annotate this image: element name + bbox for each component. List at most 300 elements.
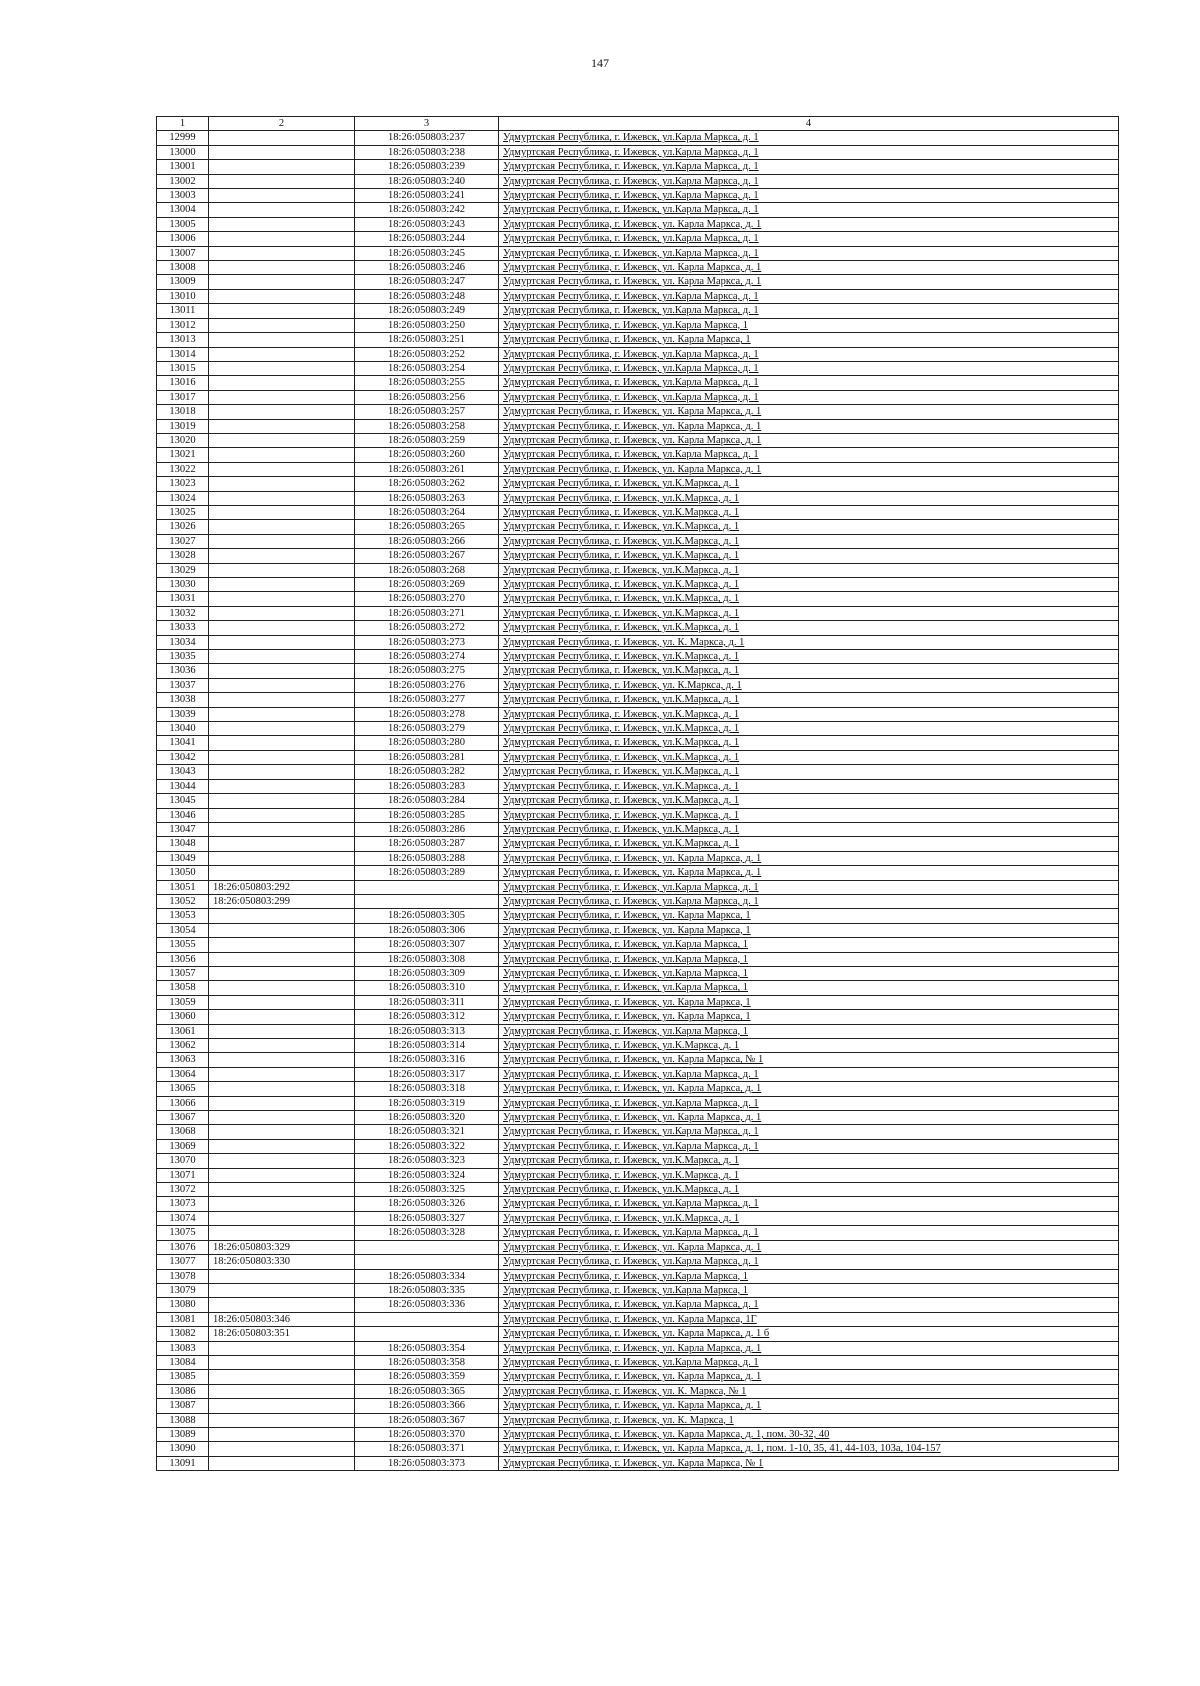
address-cell: Удмуртская Республика, г. Ижевск, ул. Карла Маркса, № 1 <box>499 1456 1119 1470</box>
table-row <box>157 909 1119 923</box>
table-row <box>157 1427 1119 1441</box>
cadastral-number-cell: 18:26:050803:323 <box>355 1154 499 1168</box>
cadastral-number-cell: 18:26:050803:317 <box>355 1067 499 1081</box>
cadastral-number-cell: 18:26:050803:272 <box>355 621 499 635</box>
cadastral-number-cell: 18:26:050803:280 <box>355 736 499 750</box>
row-number-cell: 13016 <box>157 376 209 390</box>
row-number-cell: 13061 <box>157 1024 209 1038</box>
cadastral-number-cell: 18:26:050803:289 <box>355 866 499 880</box>
address-cell: Удмуртская Республика, г. Ижевск, ул. Карла Маркса, д. 1, пом. 30-32, 40 <box>499 1427 1119 1441</box>
cadastral-number-cell <box>355 1240 499 1254</box>
table-row <box>157 232 1119 246</box>
row-number-cell: 13012 <box>157 318 209 332</box>
cadastral-number-cell: 18:26:050803:273 <box>355 635 499 649</box>
cadastral-number-cell: 18:26:050803:358 <box>355 1355 499 1369</box>
cadastral-number-cell: 18:26:050803:266 <box>355 534 499 548</box>
table-row <box>157 1240 1119 1254</box>
row-number-cell: 13048 <box>157 837 209 851</box>
cadastral-number-old-cell <box>209 405 355 419</box>
table-row <box>157 1010 1119 1024</box>
cadastral-number-cell: 18:26:050803:248 <box>355 289 499 303</box>
table-row <box>157 491 1119 505</box>
cadastral-number-cell: 18:26:050803:250 <box>355 318 499 332</box>
row-number-cell: 13049 <box>157 851 209 865</box>
cadastral-number-cell: 18:26:050803:239 <box>355 160 499 174</box>
cadastral-number-cell: 18:26:050803:245 <box>355 246 499 260</box>
table-row <box>157 131 1119 145</box>
cadastral-number-old-cell <box>209 693 355 707</box>
cadastral-number-old-cell <box>209 1010 355 1024</box>
row-number-cell: 13041 <box>157 736 209 750</box>
cadastral-number-cell: 18:26:050803:308 <box>355 952 499 966</box>
table-row <box>157 1053 1119 1067</box>
cadastral-number-cell: 18:26:050803:260 <box>355 448 499 462</box>
address-cell: Удмуртская Республика, г. Ижевск, ул. Карла Маркса, д. 1 <box>499 1111 1119 1125</box>
row-number-cell: 13069 <box>157 1139 209 1153</box>
address-cell: Удмуртская Республика, г. Ижевск, ул. Карла Маркса, д. 1 <box>499 1082 1119 1096</box>
cadastral-number-cell: 18:26:050803:370 <box>355 1427 499 1441</box>
table-row <box>157 1082 1119 1096</box>
cadastral-number-old-cell <box>209 145 355 159</box>
row-number-cell: 13029 <box>157 563 209 577</box>
row-number-cell: 13068 <box>157 1125 209 1139</box>
cadastral-number-cell: 18:26:050803:336 <box>355 1298 499 1312</box>
address-cell: Удмуртская Республика, г. Ижевск, ул.К.Маркса, д. 1 <box>499 1154 1119 1168</box>
table-row <box>157 1168 1119 1182</box>
row-number-cell: 13031 <box>157 592 209 606</box>
cadastral-number-cell: 18:26:050803:373 <box>355 1456 499 1470</box>
cadastral-number-cell: 18:26:050803:328 <box>355 1226 499 1240</box>
cadastral-number-old-cell <box>209 376 355 390</box>
table-body <box>157 131 1119 1471</box>
cadastral-number-cell: 18:26:050803:307 <box>355 938 499 952</box>
table-row <box>157 419 1119 433</box>
address-cell: Удмуртская Республика, г. Ижевск, ул.Карла Маркса, 1 <box>499 318 1119 332</box>
cadastral-number-old-cell <box>209 491 355 505</box>
address-cell: Удмуртская Республика, г. Ижевск, ул.Карла Маркса, д. 1 <box>499 289 1119 303</box>
address-cell: Удмуртская Республика, г. Ижевск, ул.К.Маркса, д. 1 <box>499 808 1119 822</box>
address-cell: Удмуртская Республика, г. Ижевск, ул.Карла Маркса, д. 1 <box>499 880 1119 894</box>
cadastral-number-old-cell <box>209 1111 355 1125</box>
cadastral-number-cell <box>355 1255 499 1269</box>
table-row <box>157 837 1119 851</box>
address-cell: Удмуртская Республика, г. Ижевск, ул.К.Маркса, д. 1 <box>499 491 1119 505</box>
address-cell: Удмуртская Республика, г. Ижевск, ул.Карла Маркса, д. 1 <box>499 361 1119 375</box>
table-row <box>157 145 1119 159</box>
row-number-cell: 13033 <box>157 621 209 635</box>
cadastral-number-old-cell <box>209 1413 355 1427</box>
cadastral-number-old-cell <box>209 174 355 188</box>
address-cell: Удмуртская Республика, г. Ижевск, ул.Карла Маркса, д. 1 <box>499 160 1119 174</box>
registry-table <box>156 116 1119 1471</box>
cadastral-number-cell: 18:26:050803:257 <box>355 405 499 419</box>
cadastral-number-old-cell <box>209 779 355 793</box>
row-number-cell: 13027 <box>157 534 209 548</box>
cadastral-number-old-cell <box>209 419 355 433</box>
cadastral-number-old-cell <box>209 1067 355 1081</box>
cadastral-number-cell: 18:26:050803:319 <box>355 1096 499 1110</box>
cadastral-number-old-cell <box>209 1024 355 1038</box>
table-row <box>157 650 1119 664</box>
cadastral-number-cell <box>355 1327 499 1341</box>
address-cell: Удмуртская Республика, г. Ижевск, ул.Карла Маркса, д. 1 <box>499 1096 1119 1110</box>
address-cell: Удмуртская Республика, г. Ижевск, ул.К.Маркса, д. 1 <box>499 779 1119 793</box>
table-row <box>157 1442 1119 1456</box>
table-row <box>157 693 1119 707</box>
table-row <box>157 1139 1119 1153</box>
cadastral-number-cell: 18:26:050803:279 <box>355 722 499 736</box>
table-row <box>157 505 1119 519</box>
address-cell: Удмуртская Республика, г. Ижевск, ул.К.Маркса, д. 1 <box>499 736 1119 750</box>
table-row <box>157 606 1119 620</box>
address-cell: Удмуртская Республика, г. Ижевск, ул.К.Маркса, д. 1 <box>499 520 1119 534</box>
address-cell: Удмуртская Республика, г. Ижевск, ул.К.Маркса, д. 1 <box>499 750 1119 764</box>
cadastral-number-cell: 18:26:050803:271 <box>355 606 499 620</box>
cadastral-number-old-cell <box>209 1442 355 1456</box>
table-row <box>157 1355 1119 1369</box>
row-number-cell: 13043 <box>157 765 209 779</box>
cadastral-number-old-cell <box>209 621 355 635</box>
table-row <box>157 1255 1119 1269</box>
table-row <box>157 1211 1119 1225</box>
row-number-cell: 13017 <box>157 390 209 404</box>
row-number-cell: 13015 <box>157 361 209 375</box>
row-number-cell: 13058 <box>157 981 209 995</box>
cadastral-number-cell: 18:26:050803:306 <box>355 923 499 937</box>
row-number-cell: 13055 <box>157 938 209 952</box>
table-row <box>157 1399 1119 1413</box>
cadastral-number-cell: 18:26:050803:318 <box>355 1082 499 1096</box>
cadastral-number-old-cell <box>209 938 355 952</box>
table-row <box>157 1312 1119 1326</box>
address-cell: Удмуртская Республика, г. Ижевск, ул. Карла Маркса, д. 1 <box>499 261 1119 275</box>
address-cell: Удмуртская Республика, г. Ижевск, ул.К.Маркса, д. 1 <box>499 477 1119 491</box>
row-number-cell: 13074 <box>157 1211 209 1225</box>
table-row <box>157 621 1119 635</box>
address-cell: Удмуртская Республика, г. Ижевск, ул.К.Маркса, д. 1 <box>499 534 1119 548</box>
row-number-cell: 13000 <box>157 145 209 159</box>
cadastral-number-old-cell <box>209 722 355 736</box>
address-cell: Удмуртская Республика, г. Ижевск, ул. Карла Маркса, 1 <box>499 923 1119 937</box>
cadastral-number-old-cell: 18:26:050803:329 <box>209 1240 355 1254</box>
cadastral-number-cell: 18:26:050803:277 <box>355 693 499 707</box>
cadastral-number-old-cell <box>209 1082 355 1096</box>
address-cell: Удмуртская Республика, г. Ижевск, ул.Карла Маркса, д. 1 <box>499 131 1119 145</box>
cadastral-number-old-cell <box>209 1399 355 1413</box>
cadastral-number-old-cell <box>209 1125 355 1139</box>
table-row <box>157 779 1119 793</box>
row-number-cell: 13087 <box>157 1399 209 1413</box>
table-row <box>157 289 1119 303</box>
address-cell: Удмуртская Республика, г. Ижевск, ул. Карла Маркса, д. 1 <box>499 851 1119 865</box>
table-row <box>157 376 1119 390</box>
row-number-cell: 13081 <box>157 1312 209 1326</box>
cadastral-number-cell: 18:26:050803:321 <box>355 1125 499 1139</box>
row-number-cell: 13045 <box>157 794 209 808</box>
cadastral-number-old-cell <box>209 477 355 491</box>
table-row <box>157 866 1119 880</box>
table-row <box>157 1024 1119 1038</box>
cadastral-number-old-cell <box>209 808 355 822</box>
table-row <box>157 246 1119 260</box>
table-row <box>157 765 1119 779</box>
row-number-cell: 13051 <box>157 880 209 894</box>
table-row <box>157 1197 1119 1211</box>
cadastral-number-old-cell <box>209 448 355 462</box>
cadastral-number-old-cell <box>209 361 355 375</box>
row-number-cell: 13014 <box>157 347 209 361</box>
row-number-cell: 13003 <box>157 189 209 203</box>
cadastral-number-cell: 18:26:050803:244 <box>355 232 499 246</box>
cadastral-number-cell: 18:26:050803:284 <box>355 794 499 808</box>
cadastral-number-old-cell <box>209 246 355 260</box>
address-cell: Удмуртская Республика, г. Ижевск, ул.К.Маркса, д. 1 <box>499 664 1119 678</box>
address-cell: Удмуртская Республика, г. Ижевск, ул. К.Маркса, д. 1 <box>499 678 1119 692</box>
cadastral-number-old-cell <box>209 289 355 303</box>
cadastral-number-old-cell <box>209 1053 355 1067</box>
address-cell: Удмуртская Республика, г. Ижевск, ул.Карла Маркса, д. 1 <box>499 347 1119 361</box>
table-row <box>157 880 1119 894</box>
cadastral-number-old-cell <box>209 462 355 476</box>
address-cell: Удмуртская Республика, г. Ижевск, ул.Карла Маркса, 1 <box>499 952 1119 966</box>
row-number-cell: 13078 <box>157 1269 209 1283</box>
table-row <box>157 578 1119 592</box>
address-cell: Удмуртская Республика, г. Ижевск, ул. Карла Маркса, 1 <box>499 995 1119 1009</box>
table-row <box>157 1327 1119 1341</box>
address-cell: Удмуртская Республика, г. Ижевск, ул.Карла Маркса, д. 1 <box>499 894 1119 908</box>
cadastral-number-cell: 18:26:050803:367 <box>355 1413 499 1427</box>
row-number-cell: 13056 <box>157 952 209 966</box>
row-number-cell: 13082 <box>157 1327 209 1341</box>
cadastral-number-cell: 18:26:050803:335 <box>355 1283 499 1297</box>
address-cell: Удмуртская Республика, г. Ижевск, ул. Карла Маркса, 1 <box>499 333 1119 347</box>
cadastral-number-cell: 18:26:050803:324 <box>355 1168 499 1182</box>
cadastral-number-cell: 18:26:050803:276 <box>355 678 499 692</box>
cadastral-number-cell: 18:26:050803:313 <box>355 1024 499 1038</box>
table-row <box>157 794 1119 808</box>
cadastral-number-cell: 18:26:050803:268 <box>355 563 499 577</box>
cadastral-number-cell: 18:26:050803:320 <box>355 1111 499 1125</box>
cadastral-number-old-cell <box>209 275 355 289</box>
table-row <box>157 894 1119 908</box>
cadastral-number-old-cell <box>209 664 355 678</box>
table-header-row <box>157 117 1119 131</box>
row-number-cell: 13039 <box>157 707 209 721</box>
cadastral-number-old-cell <box>209 203 355 217</box>
address-cell: Удмуртская Республика, г. Ижевск, ул.К.Маркса, д. 1 <box>499 592 1119 606</box>
cadastral-number-cell: 18:26:050803:258 <box>355 419 499 433</box>
row-number-cell: 13019 <box>157 419 209 433</box>
cadastral-number-cell: 18:26:050803:326 <box>355 1197 499 1211</box>
address-cell: Удмуртская Республика, г. Ижевск, ул.Карла Маркса, д. 1 <box>499 376 1119 390</box>
cadastral-number-cell: 18:26:050803:246 <box>355 261 499 275</box>
address-cell: Удмуртская Республика, г. Ижевск, ул.Карла Маркса, д. 1 <box>499 1197 1119 1211</box>
address-cell: Удмуртская Республика, г. Ижевск, ул. К. Маркса, 1 <box>499 1413 1119 1427</box>
cadastral-number-old-cell <box>209 232 355 246</box>
cadastral-number-old-cell <box>209 1298 355 1312</box>
cadastral-number-old-cell <box>209 534 355 548</box>
row-number-cell: 13002 <box>157 174 209 188</box>
cadastral-number-old-cell <box>209 1355 355 1369</box>
cadastral-number-cell: 18:26:050803:322 <box>355 1139 499 1153</box>
cadastral-number-old-cell <box>209 707 355 721</box>
table-row <box>157 635 1119 649</box>
row-number-cell: 13060 <box>157 1010 209 1024</box>
address-cell: Удмуртская Республика, г. Ижевск, ул. Карла Маркса, д. 1 <box>499 1370 1119 1384</box>
cadastral-number-old-cell <box>209 981 355 995</box>
cadastral-number-old-cell <box>209 189 355 203</box>
row-number-cell: 13036 <box>157 664 209 678</box>
row-number-cell: 13089 <box>157 1427 209 1441</box>
cadastral-number-old-cell <box>209 750 355 764</box>
cadastral-number-cell: 18:26:050803:238 <box>355 145 499 159</box>
table-row <box>157 160 1119 174</box>
row-number-cell: 13050 <box>157 866 209 880</box>
address-cell: Удмуртская Республика, г. Ижевск, ул. Карла Маркса, 1 <box>499 1010 1119 1024</box>
address-cell: Удмуртская Республика, г. Ижевск, ул.К.Маркса, д. 1 <box>499 707 1119 721</box>
cadastral-number-cell: 18:26:050803:274 <box>355 650 499 664</box>
row-number-cell: 13054 <box>157 923 209 937</box>
cadastral-number-old-cell <box>209 433 355 447</box>
cadastral-number-cell: 18:26:050803:254 <box>355 361 499 375</box>
cadastral-number-cell: 18:26:050803:259 <box>355 433 499 447</box>
cadastral-number-old-cell <box>209 765 355 779</box>
row-number-cell: 13065 <box>157 1082 209 1096</box>
header-col-1: 1 <box>157 117 209 131</box>
cadastral-number-cell: 18:26:050803:267 <box>355 549 499 563</box>
address-cell: Удмуртская Республика, г. Ижевск, ул.Карла Маркса, д. 1 <box>499 174 1119 188</box>
address-cell: Удмуртская Республика, г. Ижевск, ул.К.Маркса, д. 1 <box>499 563 1119 577</box>
address-cell: Удмуртская Республика, г. Ижевск, ул.К.Маркса, д. 1 <box>499 621 1119 635</box>
cadastral-number-old-cell <box>209 347 355 361</box>
address-cell: Удмуртская Республика, г. Ижевск, ул.Карла Маркса, 1 <box>499 981 1119 995</box>
address-cell: Удмуртская Республика, г. Ижевск, ул.К.Маркса, д. 1 <box>499 1211 1119 1225</box>
row-number-cell: 13034 <box>157 635 209 649</box>
row-number-cell: 13067 <box>157 1111 209 1125</box>
address-cell: Удмуртская Республика, г. Ижевск, ул.Карла Маркса, д. 1 <box>499 246 1119 260</box>
address-cell: Удмуртская Республика, г. Ижевск, ул.К.Маркса, д. 1 <box>499 578 1119 592</box>
cadastral-number-old-cell <box>209 822 355 836</box>
cadastral-number-old-cell: 18:26:050803:351 <box>209 1327 355 1341</box>
cadastral-number-old-cell <box>209 160 355 174</box>
table-row <box>157 1125 1119 1139</box>
table-row <box>157 361 1119 375</box>
address-cell: Удмуртская Республика, г. Ижевск, ул. К. Маркса, № 1 <box>499 1384 1119 1398</box>
cadastral-number-cell: 18:26:050803:359 <box>355 1370 499 1384</box>
header-col-4: 4 <box>499 117 1119 131</box>
table-row <box>157 275 1119 289</box>
cadastral-number-cell <box>355 894 499 908</box>
cadastral-number-cell: 18:26:050803:354 <box>355 1341 499 1355</box>
address-cell: Удмуртская Республика, г. Ижевск, ул. Карла Маркса, 1Г <box>499 1312 1119 1326</box>
address-cell: Удмуртская Республика, г. Ижевск, ул. Карла Маркса, д. 1 б <box>499 1327 1119 1341</box>
row-number-cell: 12999 <box>157 131 209 145</box>
table-row <box>157 203 1119 217</box>
cadastral-number-cell: 18:26:050803:314 <box>355 1039 499 1053</box>
address-cell: Удмуртская Республика, г. Ижевск, ул.Карла Маркса, 1 <box>499 1283 1119 1297</box>
address-cell: Удмуртская Республика, г. Ижевск, ул.Карла Маркса, 1 <box>499 1269 1119 1283</box>
cadastral-number-old-cell: 18:26:050803:292 <box>209 880 355 894</box>
row-number-cell: 13075 <box>157 1226 209 1240</box>
cadastral-number-old-cell <box>209 549 355 563</box>
table-row <box>157 1456 1119 1470</box>
table-row <box>157 995 1119 1009</box>
cadastral-number-cell: 18:26:050803:256 <box>355 390 499 404</box>
address-cell: Удмуртская Республика, г. Ижевск, ул.Карла Маркса, д. 1 <box>499 1139 1119 1153</box>
table-row <box>157 1067 1119 1081</box>
cadastral-number-old-cell: 18:26:050803:330 <box>209 1255 355 1269</box>
cadastral-number-cell: 18:26:050803:255 <box>355 376 499 390</box>
cadastral-number-old-cell <box>209 1168 355 1182</box>
table-row <box>157 923 1119 937</box>
row-number-cell: 13077 <box>157 1255 209 1269</box>
cadastral-number-old-cell: 18:26:050803:299 <box>209 894 355 908</box>
table-row <box>157 1298 1119 1312</box>
row-number-cell: 13011 <box>157 304 209 318</box>
cadastral-number-cell: 18:26:050803:281 <box>355 750 499 764</box>
table-row <box>157 304 1119 318</box>
cadastral-number-cell: 18:26:050803:311 <box>355 995 499 1009</box>
address-cell: Удмуртская Республика, г. Ижевск, ул.Карла Маркса, д. 1 <box>499 304 1119 318</box>
table-row <box>157 1096 1119 1110</box>
row-number-cell: 13013 <box>157 333 209 347</box>
cadastral-number-cell: 18:26:050803:282 <box>355 765 499 779</box>
header-col-2: 2 <box>209 117 355 131</box>
cadastral-number-old-cell <box>209 678 355 692</box>
cadastral-number-cell: 18:26:050803:252 <box>355 347 499 361</box>
row-number-cell: 13040 <box>157 722 209 736</box>
row-number-cell: 13042 <box>157 750 209 764</box>
table-row <box>157 477 1119 491</box>
address-cell: Удмуртская Республика, г. Ижевск, ул.Карла Маркса, д. 1 <box>499 1355 1119 1369</box>
cadastral-number-old-cell <box>209 592 355 606</box>
cadastral-number-old-cell <box>209 736 355 750</box>
row-number-cell: 13038 <box>157 693 209 707</box>
table-row <box>157 808 1119 822</box>
row-number-cell: 13030 <box>157 578 209 592</box>
cadastral-number-old-cell <box>209 578 355 592</box>
cadastral-number-old-cell <box>209 1427 355 1441</box>
cadastral-number-old-cell <box>209 606 355 620</box>
table-row <box>157 981 1119 995</box>
address-cell: Удмуртская Республика, г. Ижевск, ул.К.Маркса, д. 1 <box>499 505 1119 519</box>
cadastral-number-old-cell <box>209 505 355 519</box>
cadastral-number-old-cell <box>209 131 355 145</box>
row-number-cell: 13047 <box>157 822 209 836</box>
row-number-cell: 13085 <box>157 1370 209 1384</box>
row-number-cell: 13073 <box>157 1197 209 1211</box>
cadastral-number-old-cell: 18:26:050803:346 <box>209 1312 355 1326</box>
cadastral-number-cell: 18:26:050803:310 <box>355 981 499 995</box>
cadastral-number-cell: 18:26:050803:240 <box>355 174 499 188</box>
cadastral-number-old-cell <box>209 1211 355 1225</box>
address-cell: Удмуртская Республика, г. Ижевск, ул.Карла Маркса, 1 <box>499 938 1119 952</box>
address-cell: Удмуртская Республика, г. Ижевск, ул.Карла Маркса, д. 1 <box>499 232 1119 246</box>
row-number-cell: 13079 <box>157 1283 209 1297</box>
cadastral-number-old-cell <box>209 1283 355 1297</box>
cadastral-number-old-cell <box>209 1269 355 1283</box>
cadastral-number-cell: 18:26:050803:305 <box>355 909 499 923</box>
row-number-cell: 13072 <box>157 1183 209 1197</box>
cadastral-number-cell: 18:26:050803:242 <box>355 203 499 217</box>
table-row <box>157 448 1119 462</box>
row-number-cell: 13070 <box>157 1154 209 1168</box>
cadastral-number-cell: 18:26:050803:365 <box>355 1384 499 1398</box>
cadastral-number-cell: 18:26:050803:237 <box>355 131 499 145</box>
address-cell: Удмуртская Республика, г. Ижевск, ул.Карла Маркса, 1 <box>499 966 1119 980</box>
row-number-cell: 13004 <box>157 203 209 217</box>
table-row <box>157 851 1119 865</box>
